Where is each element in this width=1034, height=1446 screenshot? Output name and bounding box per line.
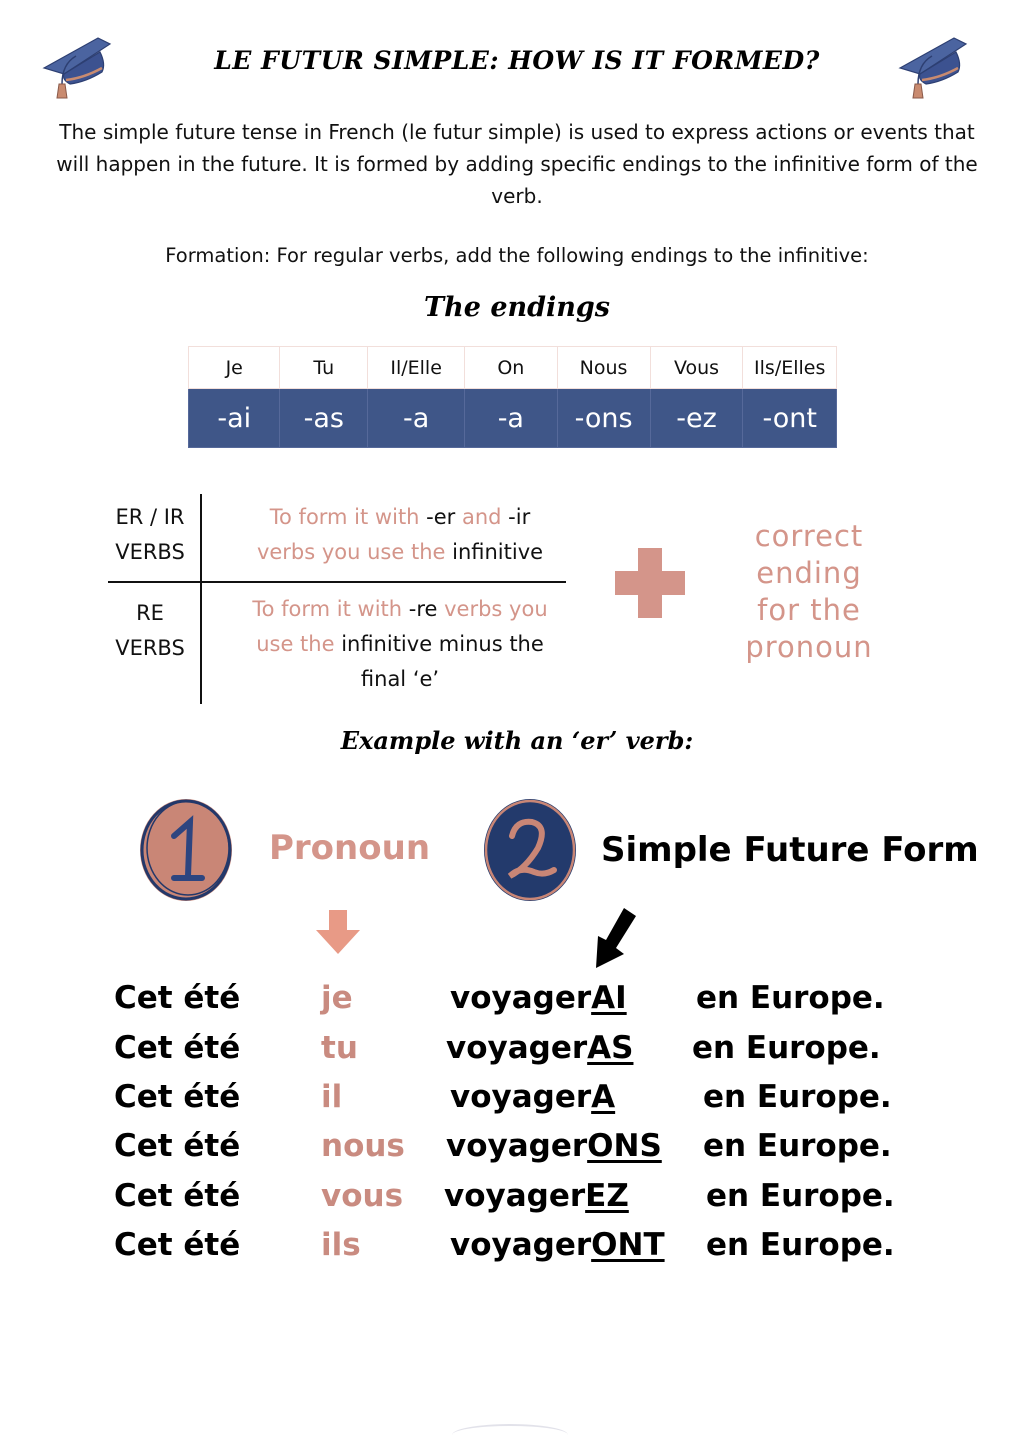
example-heading: Example with an ‘er’ verb: (340, 726, 694, 755)
pronoun-cell: Ils/Elles (743, 347, 837, 389)
example-row: Cet été il voyagerA en Europe. (114, 1079, 892, 1115)
number-one-badge-icon (136, 796, 236, 904)
pronoun-cell: Tu (280, 347, 368, 389)
example-row: Cet été vous voyagerEZ en Europe. (114, 1178, 895, 1214)
example-row: Cet été ils voyagerONT en Europe. (114, 1227, 895, 1263)
ending-cell: -ez (650, 389, 743, 448)
example-row: Cet été tu voyagerAS en Europe. (114, 1030, 881, 1066)
pronoun-cell: Je (189, 347, 280, 389)
label-line: ER / IR (115, 505, 185, 529)
label-line: RE (136, 601, 164, 625)
pronoun-row (189, 347, 837, 389)
formation-text: Formation: For regular verbs, add the following endings to the infinitive: (165, 244, 869, 267)
arrow-down-left-icon (590, 908, 640, 970)
ending-cell: -ai (189, 389, 280, 448)
pronoun-cell: Il/Elle (368, 347, 465, 389)
endings-heading: The endings (424, 292, 610, 323)
step1-label: Pronoun (269, 828, 431, 868)
ending-cell: -a (368, 389, 465, 448)
re-description: To form it with -re verbs you use the infinitive minus the final ‘e’ (252, 597, 548, 691)
pronoun-cell: On (465, 347, 557, 389)
page-title: LE FUTUR SIMPLE: HOW IS IT FORMED? (214, 46, 820, 75)
divider-horizontal (108, 581, 566, 583)
ending-cell: -ons (557, 389, 650, 448)
intro-paragraph: The simple future tense in French (le futur simple) is used to express actions or events that will happen in the future. It is formed by adding specific endings to the infinitive form of the verb. (56, 120, 978, 208)
pronoun-cell: Vous (650, 347, 743, 389)
ending-cell: -ont (743, 389, 837, 448)
example-row: Cet été nous voyagerONS en Europe. (114, 1128, 892, 1164)
re-label (100, 596, 200, 666)
label-line: VERBS (115, 636, 185, 660)
ending-cell: -a (465, 389, 557, 448)
er-ir-label (100, 500, 200, 570)
ending-cell: -as (280, 389, 368, 448)
page-scroll-indicator (452, 1424, 568, 1446)
step2-label: Simple Future Form (601, 830, 979, 870)
ending-row (189, 389, 837, 448)
example-row: Cet été je voyagerAI en Europe. (114, 980, 885, 1016)
correct-ending-text: correct ending for the pronoun (745, 519, 873, 664)
er-ir-description: To form it with -er and -ir verbs you use the infinitive (256, 505, 544, 564)
pronoun-cell: Nous (557, 347, 650, 389)
arrow-down-icon (316, 910, 360, 954)
plus-icon (615, 548, 685, 618)
endings-table (188, 346, 837, 448)
number-two-badge-icon (480, 796, 580, 904)
label-line: VERBS (115, 540, 185, 564)
divider-vertical (200, 494, 202, 704)
